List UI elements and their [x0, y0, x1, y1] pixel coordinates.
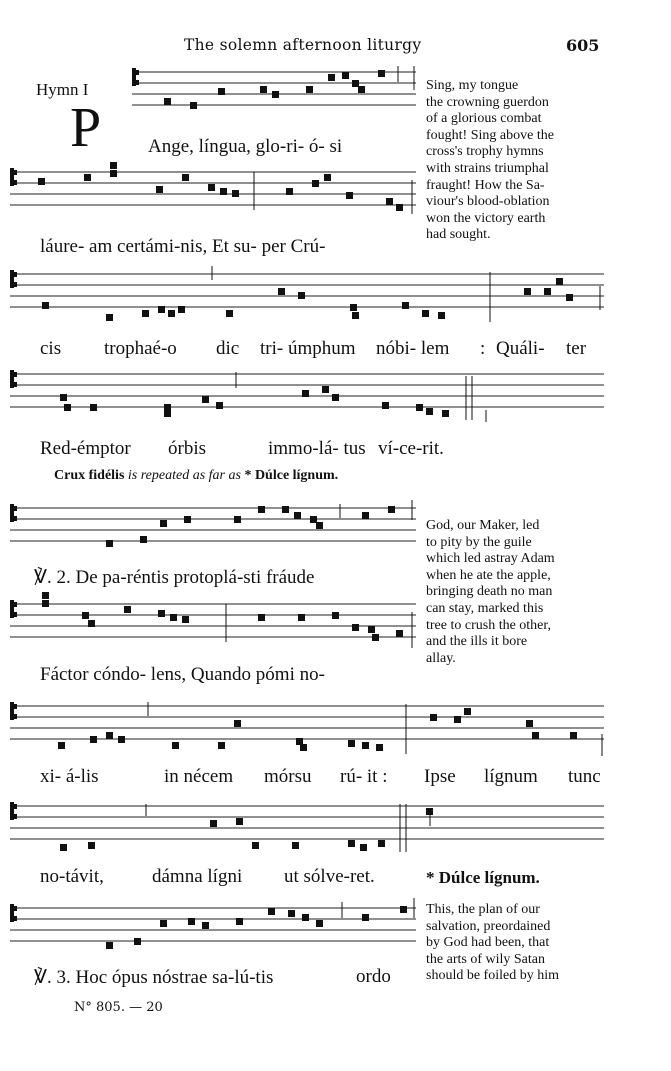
syllable: in nécem — [164, 766, 234, 787]
translation-stanza-3: This, the plan of our salvation, preordained by God had been, that the arts of wily Satan should be foiled by him — [426, 902, 559, 984]
translation-stanza-2: God, our Maker, led to pity by the guile which led astray Adam when he ate the apple, bringing death no man can stay, marked this tree to crush the other, and the ills it bore allay. — [426, 518, 555, 666]
syllable: dic — [216, 338, 240, 359]
syllable: ter — [566, 338, 587, 359]
versicle-3-line — [34, 966, 273, 989]
syllable: órbis — [168, 438, 206, 459]
music-staff-7 — [6, 694, 606, 758]
syllable: trophaé-o — [104, 338, 177, 359]
syllable: Quáli- — [496, 338, 545, 359]
syllable: : — [480, 338, 486, 359]
music-staff-5 — [6, 500, 418, 556]
syllable: Red-émptor — [40, 438, 131, 459]
syllable: no-távit, — [40, 866, 104, 887]
syllable: tri- úmphum — [260, 338, 356, 359]
printer-signature: N° 805. — 20 — [74, 1000, 163, 1015]
lyric-line-9-end: ordo — [356, 966, 391, 987]
page-number: 605 — [566, 36, 600, 55]
music-staff-3 — [6, 266, 606, 326]
music-staff-6 — [6, 592, 418, 652]
syllable: mórsu — [264, 766, 312, 787]
hymn-label: Hymn I — [36, 80, 89, 99]
syllable: nóbi- lem — [376, 338, 450, 359]
lyric-line-9: Hoc ópus nóstrae sa-lú-tis — [75, 967, 274, 988]
versicle-2-line — [34, 566, 315, 589]
syllable: xi- á-lis — [40, 766, 99, 787]
translation-stanza-1: Sing, my tongue the crowning guerdon of a glorious combat fought! Sing above the cross's trophy hymns with strains triumphal fraught! How the Sa- viour's blood-oblation won the victory earth had sought. — [426, 78, 554, 243]
syllable: rú- it : — [340, 766, 388, 787]
music-staff-2 — [6, 160, 418, 220]
music-staff-4 — [6, 366, 606, 426]
syllable: dámna lígni — [152, 866, 243, 887]
syllable: tunc — [568, 766, 601, 787]
lyric-line-2: láure- am certámi-nis, Et su- per Crú- — [40, 236, 326, 257]
lyric-line-6: Fáctor cóndo- lens, Quando pómi no- — [40, 664, 325, 685]
refrain-cue: * Dúlce lígnum. — [426, 868, 540, 887]
versicle-number: ℣. 2. — [34, 567, 71, 588]
syllable: Ipse — [424, 766, 456, 787]
music-staff-8 — [6, 796, 606, 858]
lyric-line-5: De pa-réntis protoplá-sti fráude — [75, 567, 315, 588]
rubric: Crux fidélis is repeated as far as * Dúlce lígnum. — [54, 468, 339, 483]
music-staff-9 — [6, 898, 418, 956]
syllable: ut sólve-ret. — [284, 866, 375, 887]
music-staff-1 — [128, 66, 418, 116]
syllable: lígnum — [484, 766, 538, 787]
versicle-number: ℣. 3. — [34, 967, 71, 988]
syllable: immo-lá- tus — [268, 438, 366, 459]
syllable: ví-ce-rit. — [378, 438, 444, 459]
drop-initial: P — [70, 97, 102, 159]
syllable: cis — [40, 338, 62, 359]
running-title: The solemn afternoon liturgy — [184, 36, 422, 54]
lyric-line-1: Ange, língua, glo-ri- ó- si — [148, 136, 343, 157]
